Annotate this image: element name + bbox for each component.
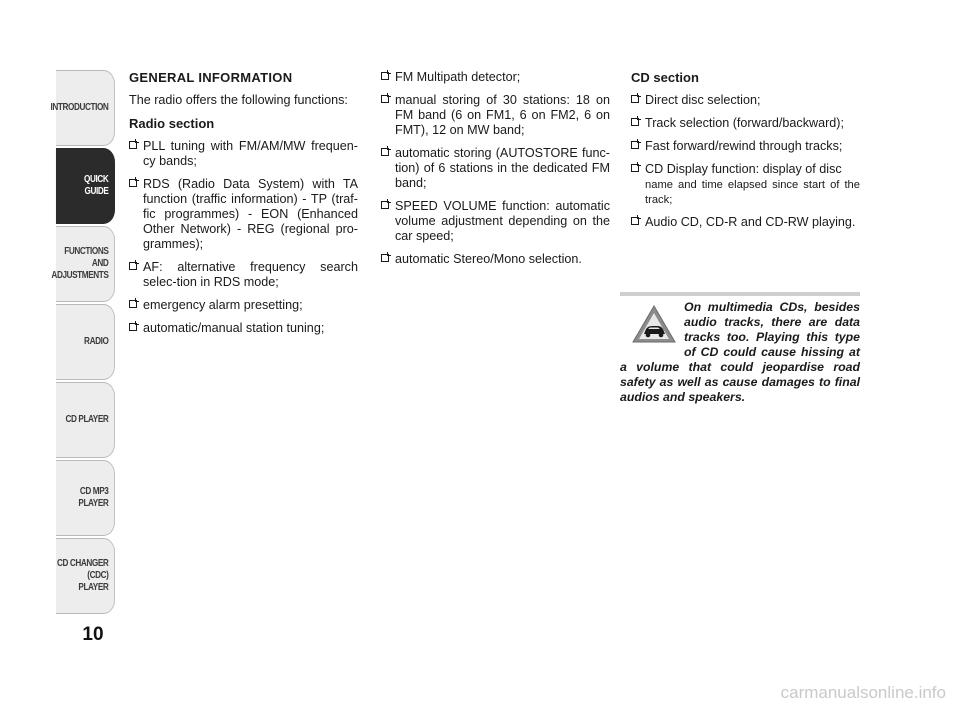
list-item	[381, 252, 610, 267]
list-item	[631, 215, 860, 230]
checkbox-bullet-icon	[381, 254, 389, 262]
checkbox-bullet-icon	[631, 118, 639, 126]
list-item	[129, 298, 358, 313]
list-item-text: RDS (Radio Data System) with TA function (traffic information) - TP (traf-fic programmes) - EON (Enhanced Other Network) - REG (regional pro-grammes);	[143, 177, 358, 251]
list-item	[381, 70, 610, 85]
warning-note	[620, 300, 860, 405]
checkbox-bullet-icon	[631, 95, 639, 103]
checkbox-bullet-icon	[631, 141, 639, 149]
column-general-information	[129, 70, 358, 344]
warning-text: On multimedia CDs, besides audio tracks, there are data tracks too. Playing this type of CD could cause hissing at a volume that could jeopardise road safety as well as cause damages to final audios and speakers.	[620, 300, 860, 404]
list-item-text: AF: alternative frequency search selec-tion in RDS mode;	[143, 260, 358, 289]
list-item-text: automatic Stereo/Mono selection.	[395, 252, 582, 266]
tab-cd-mp3-player[interactable]: CD MP3 PLAYER	[56, 460, 115, 536]
list-item-text: manual storing of 30 stations: 18 on FM band (6 on FM1, 6 on FM2, 6 on FMT), 12 on MW band;	[395, 93, 610, 137]
column-cd-section	[631, 70, 860, 238]
checkbox-bullet-icon	[129, 300, 137, 308]
list-item	[381, 146, 610, 191]
list-item-text-small: name and time elapsed since start of the track;	[645, 179, 860, 206]
tab-introduction[interactable]: INTRODUCTION	[56, 70, 115, 146]
checkbox-bullet-icon	[381, 72, 389, 80]
warning-divider	[620, 292, 860, 296]
section-heading: GENERAL INFORMATION	[129, 70, 293, 85]
list-item-text: Track selection (forward/backward);	[645, 116, 844, 130]
list-item-text: PLL tuning with FM/AM/MW frequen-cy bands;	[143, 139, 358, 168]
list-item-text: Direct disc selection;	[645, 93, 761, 107]
intro-text: The radio offers the following functions:	[129, 93, 348, 107]
list-item-text: automatic/manual station tuning;	[143, 321, 325, 335]
list-item	[129, 139, 358, 169]
list-item	[381, 199, 610, 244]
list-item	[129, 260, 358, 290]
checkbox-bullet-icon	[631, 164, 639, 172]
checkbox-bullet-icon	[129, 141, 137, 149]
list-item-text: CD Display function: display of disc	[645, 162, 842, 176]
list-item	[631, 139, 860, 154]
list-item	[631, 162, 860, 207]
list-item	[631, 93, 860, 108]
list-item-text: SPEED VOLUME function: automatic volume adjustment depending on the car speed;	[395, 199, 610, 243]
tab-functions-and-adjustments[interactable]: FUNCTIONS AND ADJUSTMENTS	[56, 226, 115, 302]
tab-cd-player[interactable]: CD PLAYER	[56, 382, 115, 458]
list-item-text: Audio CD, CD-R and CD-RW playing.	[645, 215, 856, 229]
checkbox-bullet-icon	[381, 148, 389, 156]
tab-radio[interactable]: RADIO	[56, 304, 115, 380]
checkbox-bullet-icon	[129, 179, 137, 187]
list-item-text: FM Multipath detector;	[395, 70, 521, 84]
checkbox-bullet-icon	[129, 262, 137, 270]
checkbox-bullet-icon	[631, 217, 639, 225]
tab-quick-guide[interactable]: QUICK GUIDE	[56, 148, 115, 224]
list-item	[129, 321, 358, 336]
checkbox-bullet-icon	[381, 201, 389, 209]
subheading-cd-section: CD section	[631, 70, 699, 85]
list-item-text: emergency alarm presetting;	[143, 298, 303, 312]
tab-cd-changer-player[interactable]: CD CHANGER (CDC) PLAYER	[56, 538, 115, 614]
checkbox-bullet-icon	[129, 323, 137, 331]
watermark: carmanualsonline.info	[780, 683, 946, 702]
page-number: 10	[82, 624, 104, 645]
list-item-text: Fast forward/rewind through tracks;	[645, 139, 843, 153]
list-item	[381, 93, 610, 138]
checkbox-bullet-icon	[381, 95, 389, 103]
subheading-radio-section: Radio section	[129, 116, 215, 131]
list-item	[631, 116, 860, 131]
list-item	[129, 177, 358, 252]
column-radio-functions	[381, 70, 610, 275]
list-item-text: automatic storing (AUTOSTORE func-tion) of 6 stations in the dedicated FM band;	[395, 146, 610, 190]
